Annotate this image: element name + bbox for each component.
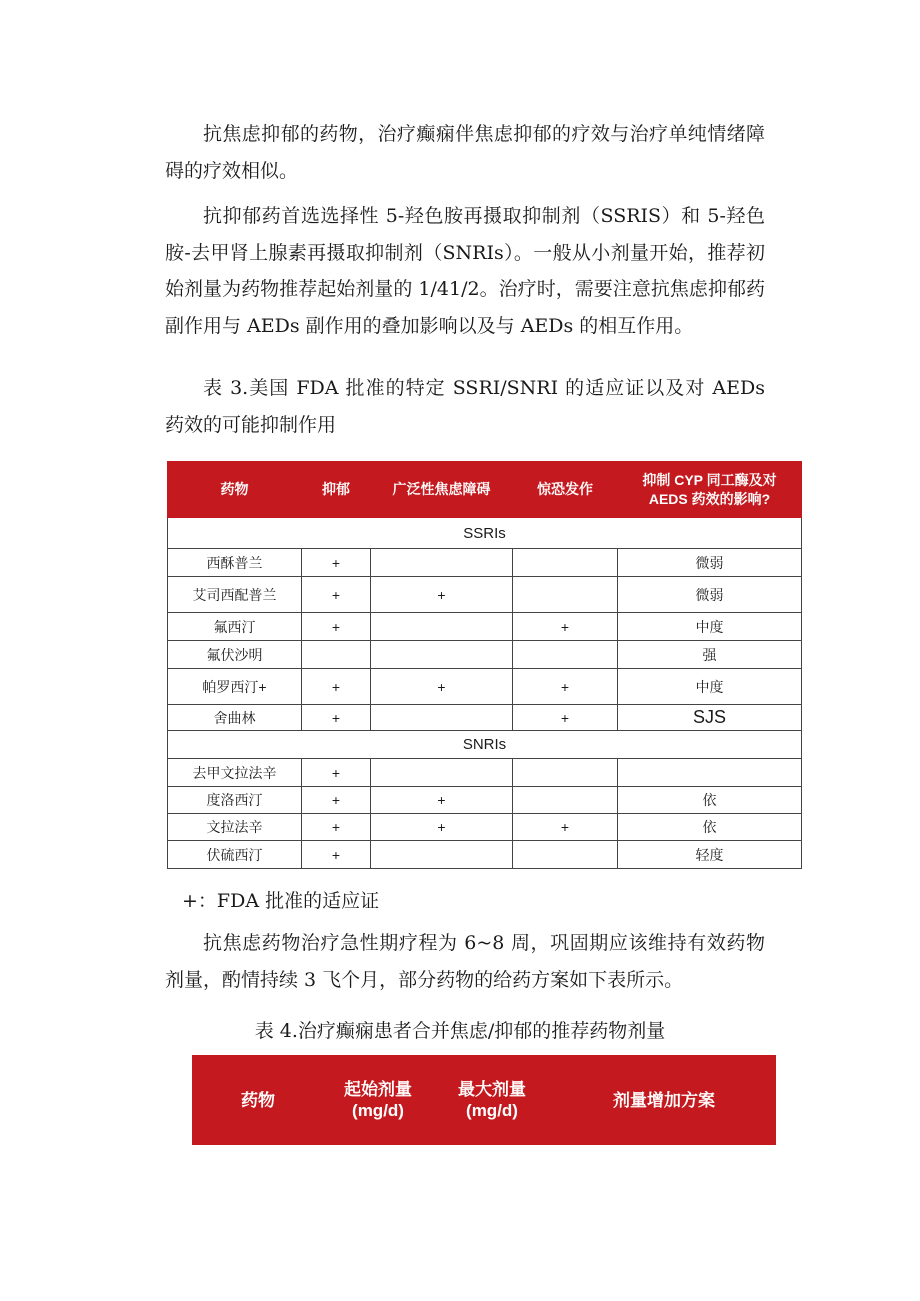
- cell-cyp: SJS: [618, 705, 802, 731]
- t4-header-drug: 药物: [192, 1055, 324, 1145]
- cell-cyp: 强: [618, 641, 802, 669]
- table-row: [168, 669, 802, 705]
- header-drug: 药物: [168, 462, 302, 518]
- cell-depression: +: [302, 577, 371, 613]
- header-cyp-line1: 抑制 CYP 同工酶及对: [642, 471, 777, 488]
- cell-panic: [513, 759, 618, 787]
- header-depression: 抑郁: [302, 462, 371, 518]
- t4-header-start-dose: [324, 1055, 432, 1145]
- cell-gad: [371, 641, 513, 669]
- table4-header-row: [192, 1055, 776, 1145]
- cell-drug: 氟西汀: [168, 613, 302, 641]
- cell-gad: [371, 549, 513, 577]
- cell-gad: [371, 841, 513, 869]
- cell-drug: 西酥普兰: [168, 549, 302, 577]
- t4-max-line2: (mg/d): [466, 1101, 518, 1120]
- table-4: [192, 1055, 776, 1145]
- cell-drug: 度洛西汀: [168, 787, 302, 814]
- cell-cyp: 轻度: [618, 841, 802, 869]
- table-row: [168, 613, 802, 641]
- group-row: [168, 518, 802, 549]
- cell-panic: [513, 549, 618, 577]
- table-row: [168, 759, 802, 787]
- cell-depression: +: [302, 814, 371, 841]
- table3-footnote: +：FDA 批准的适应证: [182, 890, 380, 912]
- cell-depression: +: [302, 613, 371, 641]
- header-cyp-effect: [618, 462, 802, 518]
- table-row: [168, 787, 802, 814]
- cell-gad: [371, 705, 513, 731]
- cell-drug: 去甲文拉法辛: [168, 759, 302, 787]
- t4-max-line1: 最大剂量: [458, 1080, 526, 1099]
- table-row: [168, 577, 802, 613]
- cell-gad: +: [371, 577, 513, 613]
- table3-header-row: [168, 462, 802, 518]
- table3-caption: 表 3.美国 FDA 批准的特定 SSRI/SNRI 的适应证以及对 AEDs 药效的可能抑制作用: [165, 377, 765, 436]
- cell-gad: +: [371, 669, 513, 705]
- table-row: [168, 641, 802, 669]
- cell-cyp: 依: [618, 787, 802, 814]
- cell-gad: +: [371, 814, 513, 841]
- t4-start-line2: (mg/d): [352, 1101, 404, 1120]
- header-cyp-line2: AEDS 药效的影响?: [648, 490, 771, 507]
- cell-depression: +: [302, 705, 371, 731]
- cell-panic: +: [513, 814, 618, 841]
- table-row: [168, 705, 802, 731]
- cell-depression: +: [302, 549, 371, 577]
- group-label-ssris: SSRIs: [168, 518, 802, 549]
- cell-depression: [302, 641, 371, 669]
- cell-depression: +: [302, 759, 371, 787]
- paragraph-4: 抗焦虑药物治疗急性期疗程为 6~8 周，巩固期应该维持有效药物剂量，酌情持续 3 飞个月，部分药物的给药方案如下表所示。: [165, 932, 765, 991]
- cell-drug: 艾司西配普兰: [168, 577, 302, 613]
- cell-depression: +: [302, 841, 371, 869]
- t4-header-max-dose: [432, 1055, 552, 1145]
- cell-depression: +: [302, 787, 371, 814]
- cell-gad: +: [371, 787, 513, 814]
- table-3: [167, 461, 802, 869]
- cell-cyp: [618, 759, 802, 787]
- cell-cyp: 中度: [618, 669, 802, 705]
- cell-drug: 伏硫西汀: [168, 841, 302, 869]
- t4-header-titration: 剂量增加方案: [552, 1055, 776, 1145]
- cell-panic: [513, 787, 618, 814]
- cell-gad: [371, 613, 513, 641]
- cell-drug: 氟伏沙明: [168, 641, 302, 669]
- paragraph-1: 抗焦虑抑郁的药物，治疗癫痫伴焦虑抑郁的疗效与治疗单纯情绪障碍的疗效相似。: [165, 123, 765, 182]
- table4-caption: 表 4.治疗癫痫患者合并焦虑/抑郁的推荐药物剂量: [254, 1020, 666, 1042]
- paragraph-2: 抗抑郁药首选选择性 5-羟色胺再摄取抑制剂（SSRIS）和 5-羟色胺-去甲肾上腺素再摄取抑制剂（SNRIs）。一般从小剂量开始，推荐初始剂量为药物推荐起始剂量的 1/41/2。治疗时，需要注意抗焦虑抑郁药副作用与 AEDs 副作用的叠加影响以及与 AEDs 的相互作用。: [165, 205, 765, 337]
- cell-panic: +: [513, 669, 618, 705]
- cell-panic: +: [513, 705, 618, 731]
- cell-cyp: 依: [618, 814, 802, 841]
- cell-drug: 帕罗西汀+: [168, 669, 302, 705]
- cell-panic: [513, 641, 618, 669]
- cell-panic: [513, 577, 618, 613]
- cell-cyp: 中度: [618, 613, 802, 641]
- header-panic: 惊恐发作: [513, 462, 618, 518]
- header-gad: 广泛性焦虑障碍: [371, 462, 513, 518]
- t4-start-line1: 起始剂量: [344, 1080, 412, 1099]
- table-row: [168, 841, 802, 869]
- cell-drug: 文拉法辛: [168, 814, 302, 841]
- cell-panic: +: [513, 613, 618, 641]
- cell-drug: 舍曲林: [168, 705, 302, 731]
- cell-cyp: 微弱: [618, 577, 802, 613]
- cell-depression: +: [302, 669, 371, 705]
- table-row: [168, 549, 802, 577]
- table-row: [168, 814, 802, 841]
- group-row: [168, 731, 802, 759]
- cell-panic: [513, 841, 618, 869]
- group-label-snris: SNRIs: [168, 731, 802, 759]
- cell-gad: [371, 759, 513, 787]
- cell-cyp: 微弱: [618, 549, 802, 577]
